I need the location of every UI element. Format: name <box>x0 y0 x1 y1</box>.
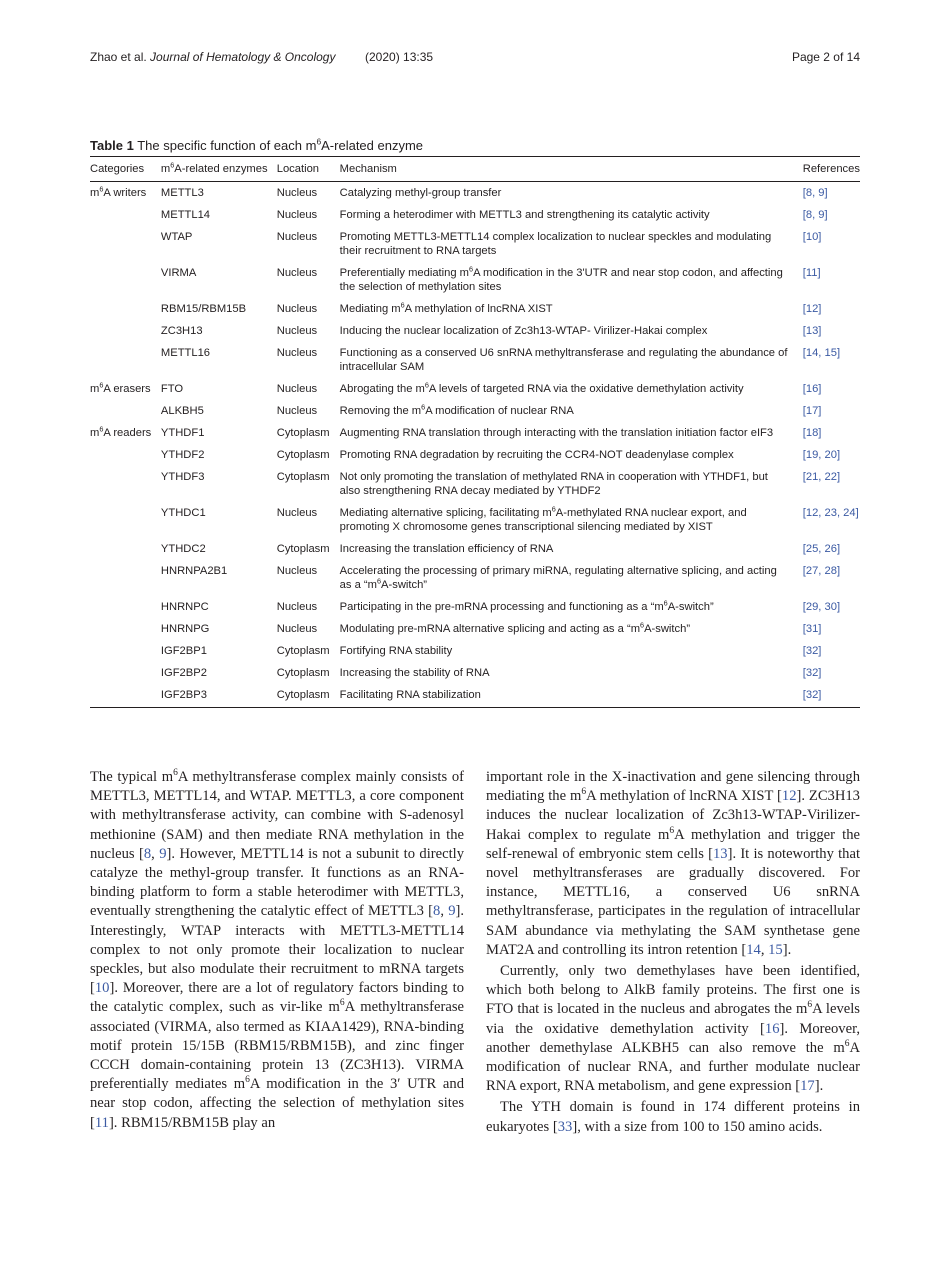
table-caption: Table 1 The specific function of each $m^6A$-related enzyme <box>90 136 424 153</box>
body-column-right <box>486 768 860 1137</box>
citation-link[interactable]: 14 <box>746 941 761 958</box>
enzyme-cell: RBM15/RBM15B <box>160 303 247 315</box>
enzyme-cell: YTHDF3 <box>160 471 205 483</box>
mechanism-cell: Increasing the stability of RNA <box>339 667 490 679</box>
category-cell <box>90 538 161 560</box>
citation-link[interactable]: 15 <box>768 941 783 958</box>
citation-link[interactable]: 10 <box>94 980 110 997</box>
category-cell <box>90 662 161 684</box>
enzyme-cell: YTHDC1 <box>160 507 206 519</box>
mechanism-cell: Catalyzing methyl-group transfer <box>339 187 502 199</box>
enzyme-cell: IGF2BP2 <box>160 667 207 679</box>
location-cell: Cytoplasm <box>276 449 330 461</box>
location-cell: Nucleus <box>276 405 318 417</box>
enzyme-cell: WTAP <box>160 231 193 243</box>
reference-link[interactable]: [16] <box>802 383 822 395</box>
location-cell: Nucleus <box>276 507 318 519</box>
reference-link[interactable]: [21, 22] <box>802 471 841 483</box>
location-cell: Nucleus <box>276 347 318 359</box>
enzyme-cell: METTL16 <box>160 347 211 359</box>
location-cell: Cytoplasm <box>276 645 330 657</box>
category-cell <box>90 342 161 378</box>
location-cell: Nucleus <box>276 623 318 635</box>
page-header <box>90 50 860 68</box>
mechanism-cell: Mediating alternative splicing, facilitating $m^6A$-methylated RNA nuclear export, and promoting X chromosome genes transcriptional silencing mediated by XIST <box>339 504 747 533</box>
table-row <box>90 560 860 596</box>
table-row <box>90 502 860 538</box>
enzyme-cell: HNRNPA2B1 <box>160 565 228 577</box>
mechanism-cell: Modulating pre-mRNA alternative splicing and acting as a “$m^6A$-switch” <box>339 620 691 635</box>
location-cell: Nucleus <box>276 325 318 337</box>
location-cell: Nucleus <box>276 565 318 577</box>
mechanism-cell: Fortifying RNA stability <box>339 645 453 657</box>
mechanism-cell: Increasing the translation efficiency of RNA <box>339 543 554 555</box>
reference-link[interactable]: [32] <box>803 684 860 708</box>
reference-link[interactable]: [17] <box>802 405 822 417</box>
table-row <box>90 466 860 502</box>
table-row <box>90 538 860 560</box>
category-cell <box>90 444 161 466</box>
enzyme-cell: ALKBH5 <box>160 405 204 417</box>
table-row <box>90 226 860 262</box>
location-cell: Nucleus <box>276 187 318 199</box>
mechanism-cell: Participating in the pre-mRNA processing and functioning as a “$m^6A$-switch” <box>339 598 714 613</box>
reference-link[interactable]: [12] <box>802 303 822 315</box>
table-row <box>90 596 860 618</box>
table-row <box>90 320 860 342</box>
category-cell <box>90 684 161 708</box>
enzyme-cell: ZC3H13 <box>160 325 203 337</box>
reference-link[interactable]: [29, 30] <box>802 601 841 613</box>
citation-link[interactable]: 13 <box>712 845 728 862</box>
category-cell: $m^6A$ erasers <box>90 380 151 395</box>
body-paragraph: The YTH domain is found in 174 different proteins in eukaryotes [33], with a size from 100 to 150 amino acids. <box>486 1099 860 1135</box>
citation-link[interactable]: 12 <box>781 788 797 805</box>
location-cell: Nucleus <box>276 209 318 221</box>
mechanism-cell: Facilitating RNA stabilization <box>340 684 803 708</box>
location-cell: Nucleus <box>276 303 318 315</box>
header-references: References <box>803 157 860 182</box>
table-row <box>90 662 860 684</box>
category-cell: $m^6A$ writers <box>90 184 147 199</box>
body-paragraph: The typical $m^6A$ methyltransferase complex mainly consists of METTL3, METTL14, and WTAP. METTL3, a core component with methyltransferase activity, can combine with S-adenosyl methionine (SAM) and then mediate RNA methylation in the nucleus [8, 9]. However, METTL14 is not a subunit to directly catalyze the methyl-group transfer. It functions as an RNA-binding platform to form a stable heterodimer with METTL3, eventually strengthening the catalytic effect of METTL3 [8, 9]. Interestingly, WTAP interacts with METTL3-METTL14 complex to not only promote their localization to nuclear speckles, but also modulate their recruitment to mRNA targets [10]. Moreover, there are a lot of regulatory factors binding to the catalytic complex, such as vir-like $m^6A$ methyltransferase associated (VIRMA, also termed as KIAA1429), RNA-binding motif protein 15/15B (RBM15/RBM15B), and zinc finger CCCH domain-containing protein 13 (ZC3H13). VIRMA preferentially mediates $m^6A$ modification in the 3′ UTR and near stop codon, affecting the selection of methylation sites [11]. RBM15/RBM15B play an <box>90 768 465 1131</box>
mechanism-cell: Functioning as a conserved U6 snRNA methyltransferase and regulating the abundance of intracellular SAM <box>339 347 788 373</box>
citation-link[interactable]: 33 <box>557 1118 573 1135</box>
category-cell <box>90 618 161 640</box>
page-number: Page 2 of 14 <box>791 50 860 64</box>
location-cell: Cytoplasm <box>276 471 330 483</box>
table-row <box>90 422 860 444</box>
header-location: Location <box>277 157 340 182</box>
table-row <box>90 444 860 466</box>
location-cell: Cytoplasm <box>277 684 340 708</box>
citation-link[interactable]: 17 <box>800 1078 815 1095</box>
mechanism-cell: Mediating $m^6A$ methylation of lncRNA XIST <box>339 300 553 315</box>
mechanism-cell: Not only promoting the translation of methylated RNA in cooperation with YTHDF1, but also strengthening RNA decay mediated by YTHDF2 <box>339 471 768 497</box>
table-row <box>90 342 860 378</box>
header-mechanism: Mechanism <box>340 157 803 182</box>
enzyme-cell: YTHDF1 <box>160 427 205 439</box>
location-cell: Nucleus <box>276 231 318 243</box>
reference-link[interactable]: [14, 15] <box>802 347 841 359</box>
table-row <box>90 298 860 320</box>
reference-link[interactable]: [8, 9] <box>802 209 828 221</box>
mechanism-cell: Inducing the nuclear localization of Zc3h13-WTAP- Virilizer-Hakai complex <box>339 325 708 337</box>
category-cell <box>90 502 161 538</box>
body-paragraph: Currently, only two demethylases have been identified, which both belong to AlkB family proteins. The first one is FTO that is located in the nucleus and abrogates the $m^6A$ levels via the oxidative demethylation activity [16]. Moreover, another demethylase ALKBH5 can also remove the $m^6A$ modification of nuclear RNA, and further modulate nuclear RNA export, RNA metabolism, and gene expression [17]. <box>486 963 860 1095</box>
body-paragraph: important role in the X-inactivation and gene silencing through mediating the $m^6A$ methylation of lncRNA XIST [12]. ZC3H13 induces the nuclear localization of Zc3h13-WTAP-Virilizer- Hakai complex to regulate $m^6A$ methylation and trigger the self-renewal of embryonic stem cells [13]. It is noteworthy that novel methyltransferases are gradually discovered. For instance, METTL16, a conserved U6 snRNA methyltransferase, participates in the regulation of intracellular SAM abundance via methylating the SAM synthetase gene MAT2A and controlling its intron retention [14, 15]. <box>486 769 861 958</box>
reference-link[interactable]: [32] <box>802 645 822 657</box>
citation-link[interactable]: 16 <box>764 1020 780 1037</box>
mechanism-cell: Forming a heterodimer with METTL3 and strengthening its catalytic activity <box>339 209 710 221</box>
location-cell: Cytoplasm <box>276 427 330 439</box>
citation-link[interactable]: 11 <box>94 1114 109 1131</box>
enzyme-cell: HNRNPG <box>160 623 210 635</box>
table-row <box>90 182 860 205</box>
table-row <box>90 262 860 298</box>
table-row <box>90 684 860 708</box>
enzyme-table <box>90 156 860 708</box>
table-row <box>90 640 860 662</box>
table-header-row <box>90 157 860 182</box>
year-volume: (2020) 13:35 <box>365 50 434 64</box>
reference-link[interactable]: [8, 9] <box>802 187 828 199</box>
citation-link[interactable]: 9 <box>159 845 167 862</box>
category-cell <box>90 400 161 422</box>
enzyme-cell: YTHDC2 <box>160 543 206 555</box>
location-cell: Cytoplasm <box>276 543 330 555</box>
category-cell <box>90 204 161 226</box>
mechanism-cell: Removing the $m^6A$ modification of nuclear RNA <box>339 402 574 417</box>
category-cell <box>90 466 161 502</box>
category-cell <box>90 596 161 618</box>
enzyme-cell: HNRNPC <box>160 601 209 613</box>
enzyme-cell: IGF2BP3 <box>161 684 277 708</box>
table-row <box>90 618 860 640</box>
reference-link[interactable]: [31] <box>802 623 822 635</box>
category-cell <box>90 560 161 596</box>
location-cell: Cytoplasm <box>276 667 330 679</box>
reference-link[interactable]: [10] <box>802 231 822 243</box>
citation-link[interactable]: 8 <box>143 845 152 862</box>
header-categories: Categories <box>90 157 161 182</box>
citation-link[interactable]: 9 <box>448 903 456 920</box>
reference-link[interactable]: [12, 23, 24] <box>802 507 859 519</box>
category-cell <box>90 298 161 320</box>
enzyme-cell: METTL3 <box>160 187 204 199</box>
mechanism-cell: Promoting METTL3-METTL14 complex localization to nuclear speckles and modulating their recruitment to RNA targets <box>339 231 772 257</box>
running-title: Zhao et al. Journal of Hematology & Oncology <box>90 50 336 64</box>
reference-link[interactable]: [19, 20] <box>802 449 841 461</box>
mechanism-cell: Promoting RNA degradation by recruiting the CCR4-NOT deadenylase complex <box>339 449 734 461</box>
enzyme-cell: VIRMA <box>160 267 197 279</box>
table-row <box>90 378 860 400</box>
location-cell: Nucleus <box>276 383 318 395</box>
mechanism-cell: Preferentially mediating $m^6A$ modification in the 3'UTR and near stop codon, and affecting the selection of methylation sites <box>339 264 783 293</box>
category-cell <box>90 640 161 662</box>
citation-link[interactable]: 8 <box>433 903 441 920</box>
enzyme-cell: IGF2BP1 <box>160 645 207 657</box>
table-row <box>90 400 860 422</box>
reference-link[interactable]: [27, 28] <box>802 565 841 577</box>
enzyme-cell: FTO <box>160 383 184 395</box>
category-cell <box>90 226 161 262</box>
mechanism-cell: Accelerating the processing of primary miRNA, regulating alternative splicing, and acting as a “$m^6A$-switch” <box>339 565 777 591</box>
category-cell <box>90 320 161 342</box>
mechanism-cell: Augmenting RNA translation through interacting with the translation initiation factor eIF3 <box>339 427 774 439</box>
enzyme-cell: YTHDF2 <box>160 449 205 461</box>
location-cell: Nucleus <box>276 601 318 613</box>
location-cell: Nucleus <box>276 267 318 279</box>
body-column-left <box>90 768 464 1133</box>
table-row <box>90 204 860 226</box>
reference-link[interactable]: [25, 26] <box>802 543 841 555</box>
enzyme-cell: METTL14 <box>160 209 211 221</box>
reference-link[interactable]: [32] <box>802 667 822 679</box>
header-enzymes: $m^6A$-related enzymes <box>161 157 277 182</box>
reference-link[interactable]: [18] <box>802 427 822 439</box>
reference-link[interactable]: [13] <box>802 325 822 337</box>
category-cell: $m^6A$ readers <box>90 424 152 439</box>
mechanism-cell: Abrogating the $m^6A$ levels of targeted RNA via the oxidative demethylation activity <box>339 380 744 395</box>
reference-link[interactable]: [11] <box>802 267 821 279</box>
category-cell <box>90 262 161 298</box>
